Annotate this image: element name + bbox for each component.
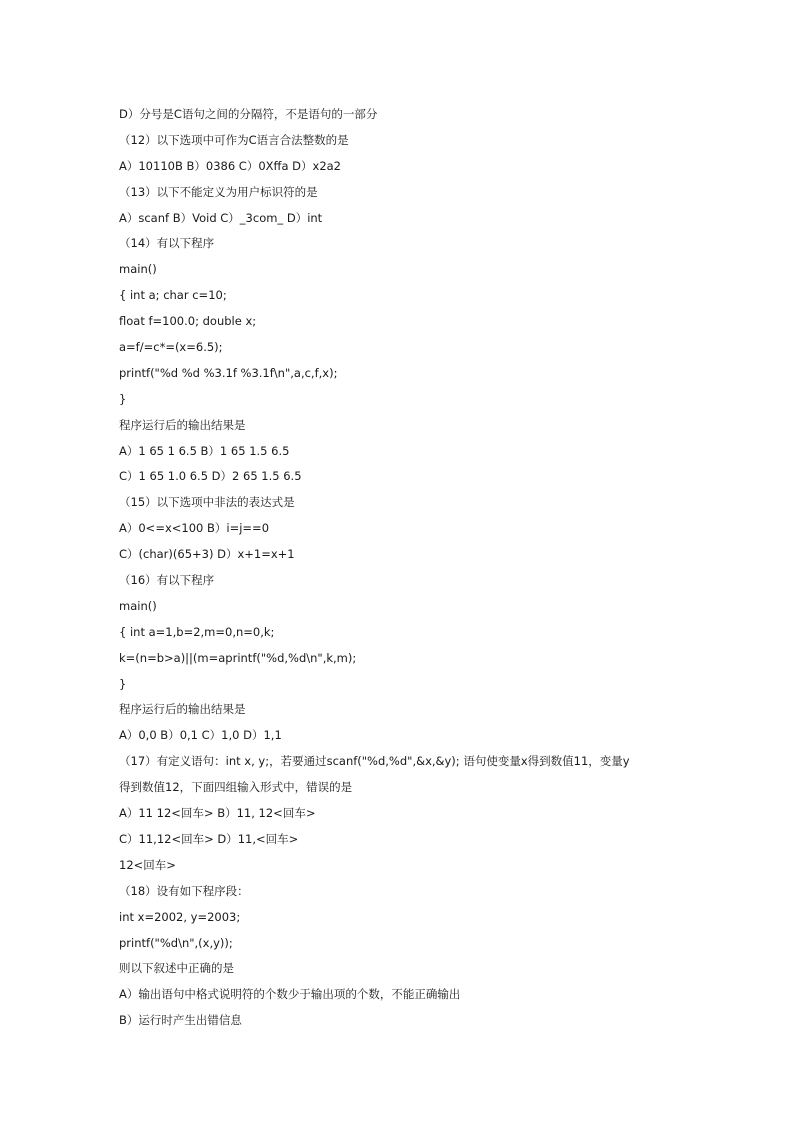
text-line: （16）有以下程序 bbox=[119, 573, 215, 588]
text-line: C）(char)(65+3) D）x+1=x+1 bbox=[119, 547, 295, 562]
text-line: main() bbox=[119, 598, 157, 613]
text-line: （12）以下选项中可作为C语言合法整数的是 bbox=[119, 132, 349, 147]
text-line: 得到数值12，下面四组输入形式中，错误的是 bbox=[119, 780, 353, 795]
text-line: A）10110B B）0386 C）0Xffa D）x2a2 bbox=[119, 158, 341, 173]
text-line: 程序运行后的输出结果是 bbox=[119, 702, 246, 717]
text-line: （13）以下不能定义为用户标识符的是 bbox=[119, 184, 318, 199]
text-line: 则以下叙述中正确的是 bbox=[119, 961, 234, 976]
text-line: A）1 65 1 6.5 B）1 65 1.5 6.5 bbox=[119, 443, 290, 458]
text-line: { int a; char c=10; bbox=[119, 288, 227, 303]
text-line: printf("%d\n",(x,y)); bbox=[119, 935, 233, 950]
text-line: D）分号是C语句之间的分隔符，不是语句的一部分 bbox=[119, 107, 378, 121]
text-line: float f=100.0; double x; bbox=[119, 314, 257, 329]
text-line: k=(n=b>a)||(m=aprintf("%d,%d\n",k,m); bbox=[119, 650, 357, 665]
text-line: a=f/=c*=(x=6.5); bbox=[119, 340, 223, 355]
text-line: C）11,12<回车> D）11,<回车> bbox=[119, 831, 299, 846]
text-line: printf("%d %d %3.1f %3.1f\n",a,c,f,x); bbox=[119, 365, 338, 380]
text-line: A）0<=x<100 B）i=j==0 bbox=[119, 521, 270, 536]
document-body bbox=[119, 102, 699, 1034]
text-line: A）0,0 B）0,1 C）1,0 D）1,1 bbox=[119, 728, 282, 743]
text-line: { int a=1,b=2,m=0,n=0,k; bbox=[119, 624, 275, 639]
text-line: } bbox=[119, 676, 127, 691]
text-line: A）scanf B）Void C）_3com_ D）int bbox=[119, 210, 323, 225]
text-line: main() bbox=[119, 262, 157, 277]
text-line: B）运行时产生出错信息 bbox=[119, 1013, 242, 1028]
text-line: （14）有以下程序 bbox=[119, 236, 215, 251]
text-line: 12<回车> bbox=[119, 857, 176, 872]
text-line: A）11 12<回车> B）11, 12<回车> bbox=[119, 806, 316, 821]
text-line: （15）以下选项中非法的表达式是 bbox=[119, 495, 295, 510]
text-line: C）1 65 1.0 6.5 D）2 65 1.5 6.5 bbox=[119, 469, 302, 484]
text-line: } bbox=[119, 391, 127, 406]
text-line: （17）有定义语句：int x, y;，若要通过scanf("%d,%d",&x,&y); 语句使变量x得到数值11，变量y bbox=[119, 754, 630, 769]
text-line: （18）设有如下程序段： bbox=[119, 883, 249, 898]
text-line: 程序运行后的输出结果是 bbox=[119, 417, 246, 432]
text-line: A）输出语句中格式说明符的个数少于输出项的个数，不能正确输出 bbox=[119, 987, 461, 1002]
text-line: int x=2002, y=2003; bbox=[119, 909, 241, 924]
